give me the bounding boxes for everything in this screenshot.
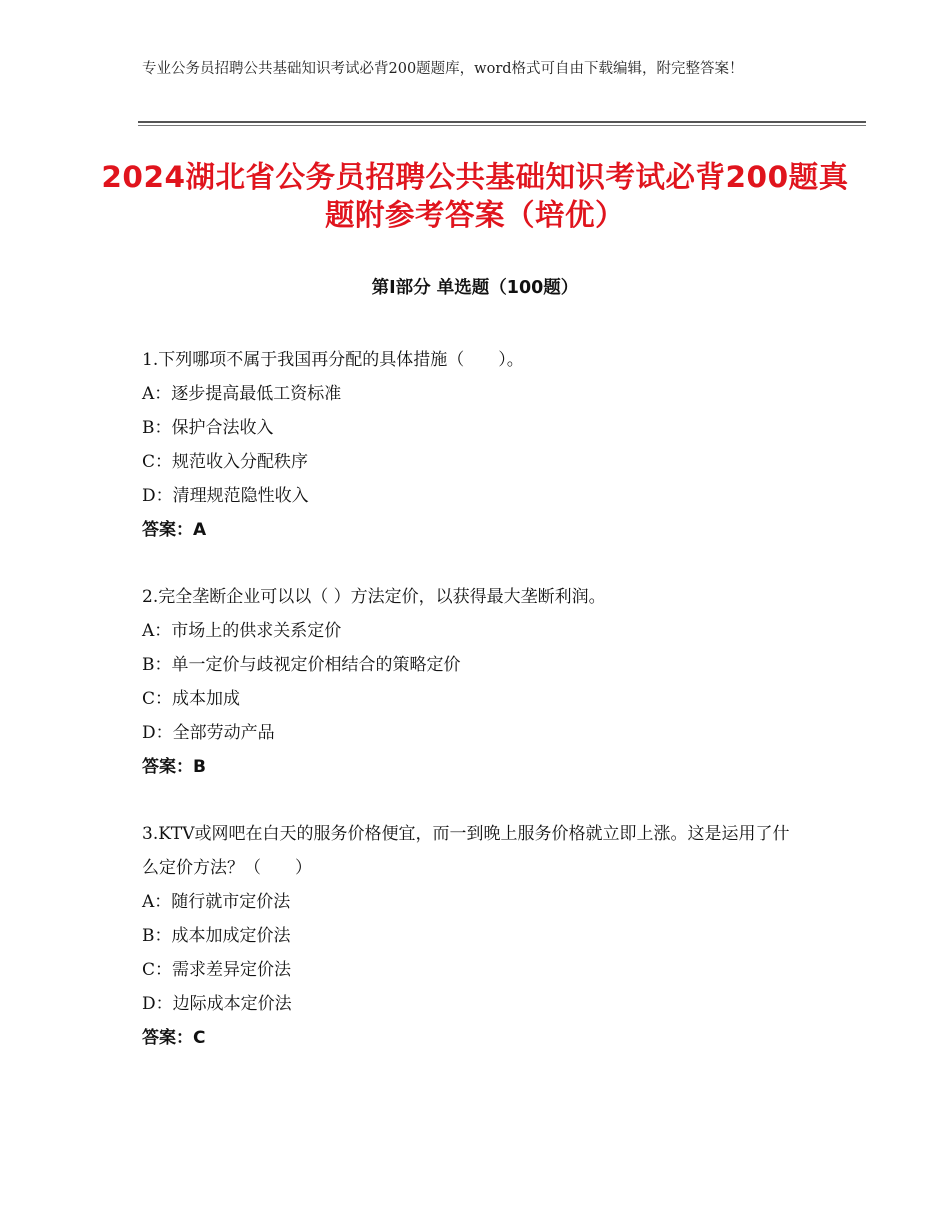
answer-key: 答案：A (142, 520, 207, 540)
option-b: B：保护合法收入 (142, 418, 274, 438)
option-d: D：全部劳动产品 (142, 723, 275, 743)
option-d: D：边际成本定价法 (142, 994, 292, 1014)
question-3 (142, 817, 802, 1055)
option-a: A：市场上的供求关系定价 (142, 621, 342, 641)
answer-key: 答案：B (142, 757, 206, 777)
question-2 (142, 580, 802, 784)
option-b: B：单一定价与歧视定价相结合的策略定价 (142, 655, 461, 675)
question-list (142, 343, 802, 1088)
option-b: B：成本加成定价法 (142, 926, 291, 946)
option-c: C：需求差异定价法 (142, 960, 292, 980)
answer-key: 答案：C (142, 1028, 206, 1048)
section-heading: 第Ⅰ部分 单选题（100题） (371, 278, 579, 298)
header-divider-thin (138, 125, 866, 126)
option-a: A：随行就市定价法 (142, 892, 291, 912)
question-1 (142, 343, 802, 547)
option-d: D：清理规范隐性收入 (142, 486, 309, 506)
option-a: A：逐步提高最低工资标准 (142, 384, 342, 404)
header-note: 专业公务员招聘公共基础知识考试必背200题题库，word格式可自由下载编辑，附完整答案！ (142, 61, 744, 77)
option-c: C：成本加成 (142, 689, 241, 709)
question-stem: 2.完全垄断企业可以以（ ）方法定价，以获得最大垄断利润。 (142, 587, 606, 607)
document-title: 2024湖北省公务员招聘公共基础知识考试必背200题真题附参考答案（培优） (101, 160, 849, 232)
question-stem: 3.KTV或网吧在白天的服务价格便宜，而一到晚上服务价格就立即上涨。这是运用了什么定价方法？（ ） (142, 824, 790, 878)
option-c: C：规范收入分配秩序 (142, 452, 309, 472)
header-divider-thick (138, 121, 866, 123)
question-stem: 1.下列哪项不属于我国再分配的具体措施（ ）。 (142, 350, 524, 370)
